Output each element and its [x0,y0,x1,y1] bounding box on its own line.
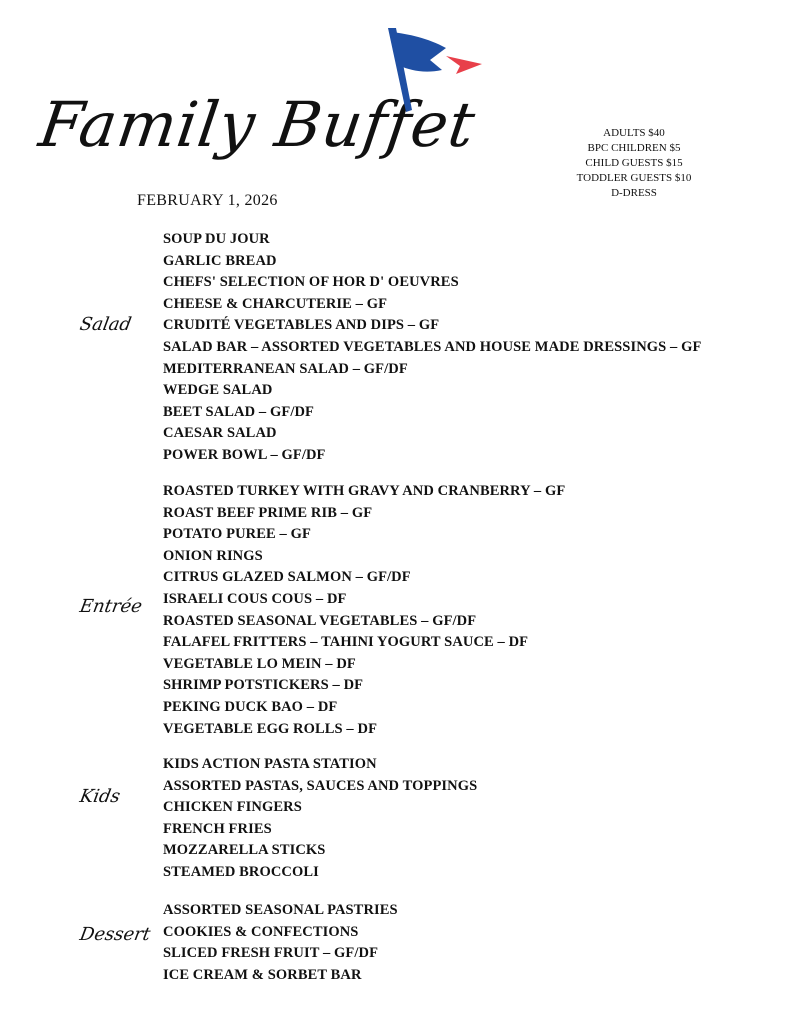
price-line: CHILD GUESTS $15 [585,157,683,169]
menu-item: KIDS ACTION PASTA STATION [163,756,377,772]
flag-blue-pennant [392,32,446,72]
menu-item: WEDGE SALAD [163,382,273,399]
menu-item: ROASTED TURKEY WITH GRAVY AND CRANBERRY – GF [163,483,566,499]
menu-item: VEGETABLE EGG ROLLS – DF [163,720,378,737]
item-list [163,754,477,884]
section-label: Kids [78,786,122,807]
menu-item: SALAD BAR – ASSORTED VEGETABLES AND HOUSE MADE DRESSINGS – GF [163,338,702,355]
item-list [163,900,398,986]
menu-item: VEGETABLE LO MEIN – DF [163,655,356,672]
menu-item: MOZZARELLA STICKS [163,842,326,859]
menu-item: STEAMED BROCCOLI [163,863,319,880]
menu-item: SLICED FRESH FRUIT – GF/DF [163,945,379,962]
page-title: Family Buffet [34,88,481,161]
menu-item: CHEFS' SELECTION OF HOR D' OEUVRES [163,274,459,291]
flag-icon [384,26,488,116]
menu-date: FEBRUARY 1, 2026 [137,192,278,209]
menu-item: SOUP DU JOUR [163,231,270,247]
menu-item: CHEESE & CHARCUTERIE – GF [163,295,388,312]
price-list [570,126,698,201]
menu-item: ONION RINGS [163,547,263,564]
menu-item: ROAST BEEF PRIME RIB – GF [163,504,373,521]
section-label: Dessert [78,924,152,945]
price-line: TODDLER GUESTS $10 [576,172,692,184]
menu-item: ASSORTED PASTAS, SAUCES AND TOPPINGS [163,777,478,794]
menu-item: CAESAR SALAD [163,425,277,442]
menu-item: SHRIMP POTSTICKERS – DF [163,677,364,694]
item-list [163,229,701,467]
menu-item: ISRAELI COUS COUS – DF [163,590,347,607]
section-label: Salad [78,314,133,335]
menu-item: CRUDITÉ VEGETABLES AND DIPS – GF [163,317,440,334]
menu-item: FALAFEL FRITTERS – TAHINI YOGURT SAUCE – DF [163,634,529,651]
menu-item: ASSORTED SEASONAL PASTRIES [163,902,398,918]
menu-item: CHICKEN FINGERS [163,799,302,816]
menu-item: BEET SALAD – GF/DF [163,403,314,420]
menu-item: POTATO PUREE – GF [163,526,311,543]
menu-item: ROASTED SEASONAL VEGETABLES – GF/DF [163,612,477,629]
flag-red-pennant [446,56,482,74]
price-line: D-DRESS [611,187,657,199]
menu-item: MEDITERRANEAN SALAD – GF/DF [163,360,408,377]
price-line: ADULTS $40 [603,127,665,139]
menu-item: CITRUS GLAZED SALMON – GF/DF [163,569,411,586]
item-list [163,481,565,740]
menu-item: PEKING DUCK BAO – DF [163,698,338,715]
menu-item: POWER BOWL – GF/DF [163,446,326,463]
section-label: Entrée [78,596,144,617]
price-line: BPC CHILDREN $5 [587,142,681,154]
menu-item: GARLIC BREAD [163,252,277,269]
menu-item: ICE CREAM & SORBET BAR [163,966,362,983]
menu-item: COOKIES & CONFECTIONS [163,923,359,940]
menu-item: FRENCH FRIES [163,820,272,837]
